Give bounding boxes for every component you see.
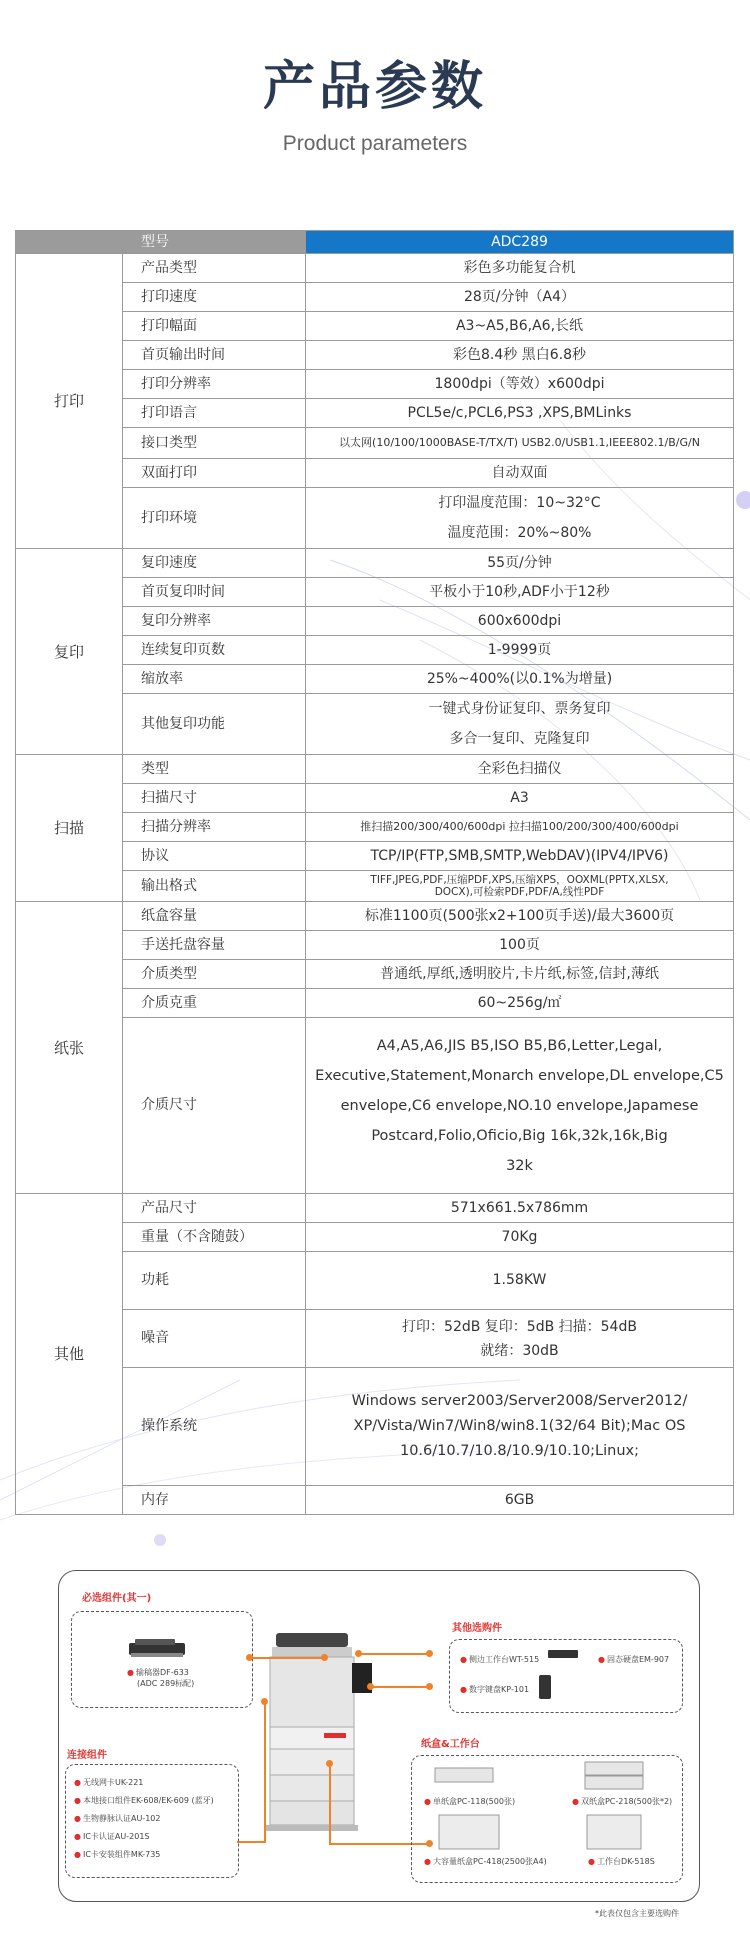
row-value-line: TIFF,JPEG,PDF,压缩PDF,XPS,压缩XPS，OOXML(PPTX,XLSX, xyxy=(370,873,669,886)
row-label: 产品类型 xyxy=(123,254,306,283)
table-row xyxy=(16,1018,734,1194)
row-value: 6GB xyxy=(306,1486,734,1515)
row-value-line: Executive,Statement,Monarch envelope,DL envelope,C5 xyxy=(315,1067,724,1084)
tray-title: 纸盒&工作台 xyxy=(421,1739,480,1750)
row-value: 全彩色扫描仪 xyxy=(306,755,734,784)
row-label: 打印环境 xyxy=(123,488,306,549)
row-label: 介质尺寸 xyxy=(123,1018,306,1194)
row-value: 平板小于10秒,ADF小于12秒 xyxy=(306,578,734,607)
tray-item-label: 双纸盒PC-218(500张*2) xyxy=(580,1797,673,1806)
other-item-label: 侧边工作台WT-515 xyxy=(468,1655,540,1664)
row-value: 推扫描200/300/400/600dpi 拉扫描100/200/300/400/600dpi xyxy=(306,813,734,842)
row-value xyxy=(306,871,734,902)
connector-line xyxy=(251,1657,323,1659)
row-label: 复印速度 xyxy=(123,549,306,578)
table-row xyxy=(16,1223,734,1252)
row-label: 输出格式 xyxy=(123,871,306,902)
row-value: 彩色8.4秒 黑白6.8秒 xyxy=(306,341,734,370)
connect-item xyxy=(74,1795,214,1806)
table-row xyxy=(16,784,734,813)
connect-group xyxy=(65,1764,239,1878)
table-row xyxy=(16,1310,734,1368)
row-label: 双面打印 xyxy=(123,459,306,488)
page-title: 产品参数 xyxy=(262,57,487,117)
row-value-line: 多合一复印、克隆复印 xyxy=(449,731,590,747)
accessories-diagram xyxy=(58,1570,700,1902)
single-tray-image xyxy=(434,1766,494,1784)
row-value: TCP/IP(FTP,SMB,SMTP,WebDAV)(IPV4/IPV6) xyxy=(306,842,734,871)
table-row xyxy=(16,902,734,931)
table-row xyxy=(16,813,734,842)
table-row xyxy=(16,755,734,784)
table-row xyxy=(16,459,734,488)
table-row xyxy=(16,578,734,607)
connect-item xyxy=(74,1813,160,1824)
spec-table xyxy=(15,230,734,1515)
tray-item xyxy=(424,1796,515,1807)
category-scan: 扫描 xyxy=(16,755,123,902)
connect-item-label: 本地接口组件EK-608/EK-609 (蓝牙) xyxy=(82,1796,214,1805)
row-label: 首页复印时间 xyxy=(123,578,306,607)
row-value: 1-9999页 xyxy=(306,636,734,665)
category-print: 打印 xyxy=(16,254,123,549)
table-row xyxy=(16,254,734,283)
table-row xyxy=(16,871,734,902)
table-row xyxy=(16,607,734,636)
table-row xyxy=(16,370,734,399)
row-value: PCL5e/c,PCL6,PS3 ,XPS,BMLinks xyxy=(306,399,734,428)
work-table-image xyxy=(586,1814,642,1850)
row-value xyxy=(306,488,734,549)
table-row xyxy=(16,312,734,341)
required-item xyxy=(127,1667,189,1678)
row-value-line: XP/Vista/Win7/Win8/win8.1(32/64 Bit);Mac OS xyxy=(353,1418,686,1434)
connector-dot xyxy=(321,1654,328,1661)
tray-group xyxy=(411,1755,683,1883)
connect-item-label: 无线网卡UK-221 xyxy=(82,1778,144,1787)
bullet-icon: ● xyxy=(127,1668,134,1677)
row-value-line: Postcard,Folio,Oficio,Big 16k,32k,16k,Big xyxy=(371,1127,668,1144)
printer-image xyxy=(264,1633,379,1833)
document-feeder-image xyxy=(127,1637,187,1659)
row-label: 类型 xyxy=(123,755,306,784)
bullet-icon: ● xyxy=(74,1850,81,1859)
required-group xyxy=(71,1611,253,1708)
row-value: 彩色多功能复合机 xyxy=(306,254,734,283)
row-value: 普通纸,厚纸,透明胶片,卡片纸,标签,信封,薄纸 xyxy=(306,960,734,989)
double-tray-image xyxy=(584,1760,644,1792)
row-label: 连续复印页数 xyxy=(123,636,306,665)
connector-dot xyxy=(426,1683,433,1690)
connect-item-label: IC卡认证AU-201S xyxy=(82,1832,150,1841)
connector-dot xyxy=(246,1654,253,1661)
row-label: 重量（不含随鼓） xyxy=(123,1223,306,1252)
connector-dot xyxy=(367,1683,374,1690)
connector-line xyxy=(371,1686,429,1688)
connect-item-label: 生物静脉认证AU-102 xyxy=(82,1814,161,1823)
row-label: 扫描分辨率 xyxy=(123,813,306,842)
other-item-label: 数字键盘KP-101 xyxy=(468,1685,530,1694)
connector-line xyxy=(264,1701,266,1841)
row-value: 标准1100页(500张x2+100页手送)/最大3600页 xyxy=(306,902,734,931)
required-item-label: 输稿器DF-633 xyxy=(135,1668,189,1677)
row-label: 打印速度 xyxy=(123,283,306,312)
other-item xyxy=(598,1654,669,1665)
row-label: 内存 xyxy=(123,1486,306,1515)
connector-dot xyxy=(355,1650,362,1657)
table-row xyxy=(16,1486,734,1515)
row-label: 噪音 xyxy=(123,1310,306,1368)
row-value: 60~256g/㎡ xyxy=(306,989,734,1018)
row-value: 571x661.5x786mm xyxy=(306,1194,734,1223)
table-header-row xyxy=(16,231,734,254)
bullet-icon: ● xyxy=(74,1796,81,1805)
row-label: 功耗 xyxy=(123,1252,306,1310)
row-label: 扫描尺寸 xyxy=(123,784,306,813)
row-value: 70Kg xyxy=(306,1223,734,1252)
row-value xyxy=(306,1310,734,1368)
row-value: 1800dpi（等效）x600dpi xyxy=(306,370,734,399)
row-label: 协议 xyxy=(123,842,306,871)
model-label: 型号 xyxy=(123,231,306,254)
connector-line xyxy=(359,1653,429,1655)
tray-item-label: 大容量纸盒PC-418(2500张A4) xyxy=(432,1857,547,1866)
category-paper: 纸张 xyxy=(16,902,123,1194)
model-value: ADC289 xyxy=(306,231,734,254)
table-row xyxy=(16,549,734,578)
required-note: (ADC 289标配) xyxy=(137,1679,195,1688)
table-row xyxy=(16,842,734,871)
connector-dot xyxy=(426,1650,433,1657)
table-row xyxy=(16,399,734,428)
bullet-icon: ● xyxy=(460,1685,467,1694)
row-label: 手送托盘容量 xyxy=(123,931,306,960)
connect-title: 连接组件 xyxy=(67,1750,107,1761)
row-value: A3~A5,B6,A6,长纸 xyxy=(306,312,734,341)
tray-item xyxy=(424,1856,547,1867)
table-row xyxy=(16,636,734,665)
bullet-icon: ● xyxy=(74,1814,81,1823)
other-title: 其他选购件 xyxy=(452,1623,502,1634)
row-value: 55页/分钟 xyxy=(306,549,734,578)
row-value: 1.58KW xyxy=(306,1252,734,1310)
bullet-icon: ● xyxy=(74,1778,81,1787)
table-row xyxy=(16,931,734,960)
tray-item-label: 工作台DK-518S xyxy=(596,1857,655,1866)
tray-item xyxy=(588,1856,655,1867)
row-value: 以太网(10/100/1000BASE-T/TX/T) USB2.0/USB1.1,IEEE802.1/B/G/N xyxy=(306,428,734,459)
row-value-line: DOCX),可检索PDF,PDF/A,线性PDF xyxy=(434,886,605,898)
large-tray-image xyxy=(438,1814,500,1850)
connector-dot xyxy=(326,1760,333,1767)
category-copy: 复印 xyxy=(16,549,123,755)
row-value-line: 打印温度范围：10~32°C xyxy=(438,495,601,511)
table-row xyxy=(16,665,734,694)
table-row xyxy=(16,428,734,459)
connect-item xyxy=(74,1849,160,1860)
bullet-icon: ● xyxy=(460,1655,467,1664)
other-item-label: 固态硬盘EM-907 xyxy=(606,1655,670,1664)
row-value: A3 xyxy=(306,784,734,813)
connector-dot xyxy=(261,1698,268,1705)
row-value xyxy=(306,1018,734,1194)
row-value-line: 就绪：30dB xyxy=(480,1342,559,1359)
side-table-image xyxy=(548,1648,578,1662)
table-row xyxy=(16,283,734,312)
row-label: 操作系统 xyxy=(123,1368,306,1486)
connect-item xyxy=(74,1831,150,1842)
row-label: 打印分辨率 xyxy=(123,370,306,399)
other-item xyxy=(460,1654,539,1665)
footnote: *此表仅包含主要选购件 xyxy=(595,1909,679,1918)
row-label: 首页输出时间 xyxy=(123,341,306,370)
table-row xyxy=(16,341,734,370)
row-label: 介质克重 xyxy=(123,989,306,1018)
table-row xyxy=(16,1368,734,1486)
row-label: 纸盒容量 xyxy=(123,902,306,931)
row-value: 自动双面 xyxy=(306,459,734,488)
row-value: 28页/分钟（A4） xyxy=(306,283,734,312)
table-row xyxy=(16,1194,734,1223)
table-row xyxy=(16,694,734,755)
table-row xyxy=(16,989,734,1018)
row-value-line: 10.6/10.7/10.8/10.9/10.10;Linux; xyxy=(399,1443,640,1459)
row-value-line: 温度范围：20%~80% xyxy=(447,525,592,541)
category-other: 其他 xyxy=(16,1194,123,1515)
connector-line xyxy=(329,1763,331,1843)
other-item xyxy=(460,1684,529,1695)
row-label: 其他复印功能 xyxy=(123,694,306,755)
connector-line xyxy=(237,1841,266,1843)
row-label: 缩放率 xyxy=(123,665,306,694)
row-label: 接口类型 xyxy=(123,428,306,459)
row-label: 产品尺寸 xyxy=(123,1194,306,1223)
connect-item-label: IC卡安装组件MK-735 xyxy=(82,1850,161,1859)
row-label: 打印幅面 xyxy=(123,312,306,341)
row-value-line: envelope,C6 envelope,NO.10 envelope,Japamese xyxy=(340,1097,699,1114)
row-value-line: A4,A5,A6,JIS B5,ISO B5,B6,Letter,Legal, xyxy=(376,1037,663,1054)
header-corner-cell xyxy=(16,231,123,254)
page-subtitle: Product parameters xyxy=(282,132,468,155)
bullet-icon: ● xyxy=(74,1832,81,1841)
row-value xyxy=(306,1368,734,1486)
bullet-icon: ● xyxy=(588,1857,595,1866)
row-value: 100页 xyxy=(306,931,734,960)
bullet-icon: ● xyxy=(424,1797,431,1806)
connect-item xyxy=(74,1777,143,1788)
tray-item-label: 单纸盒PC-118(500张) xyxy=(432,1797,516,1806)
row-value-line: Windows server2003/Server2008/Server2012/ xyxy=(351,1393,688,1409)
required-title: 必选组件(其一) xyxy=(82,1593,152,1604)
row-value xyxy=(306,694,734,755)
row-label: 复印分辨率 xyxy=(123,607,306,636)
table-row xyxy=(16,488,734,549)
table-row xyxy=(16,960,734,989)
row-label: 介质类型 xyxy=(123,960,306,989)
row-value-line: 打印：52dB 复印：5dB 扫描：54dB xyxy=(402,1318,637,1335)
row-value: 25%~400%(以0.1%为增量) xyxy=(306,665,734,694)
bullet-icon: ● xyxy=(598,1655,605,1664)
tray-item xyxy=(572,1796,672,1807)
table-row xyxy=(16,1252,734,1310)
row-value: 600x600dpi xyxy=(306,607,734,636)
bullet-icon: ● xyxy=(424,1857,431,1866)
row-value-line: 32k xyxy=(506,1157,533,1174)
other-group xyxy=(449,1639,683,1713)
bullet-icon: ● xyxy=(572,1797,579,1806)
row-value-line: 一键式身份证复印、票务复印 xyxy=(428,701,611,717)
row-label: 打印语言 xyxy=(123,399,306,428)
keypad-image xyxy=(538,1674,552,1700)
